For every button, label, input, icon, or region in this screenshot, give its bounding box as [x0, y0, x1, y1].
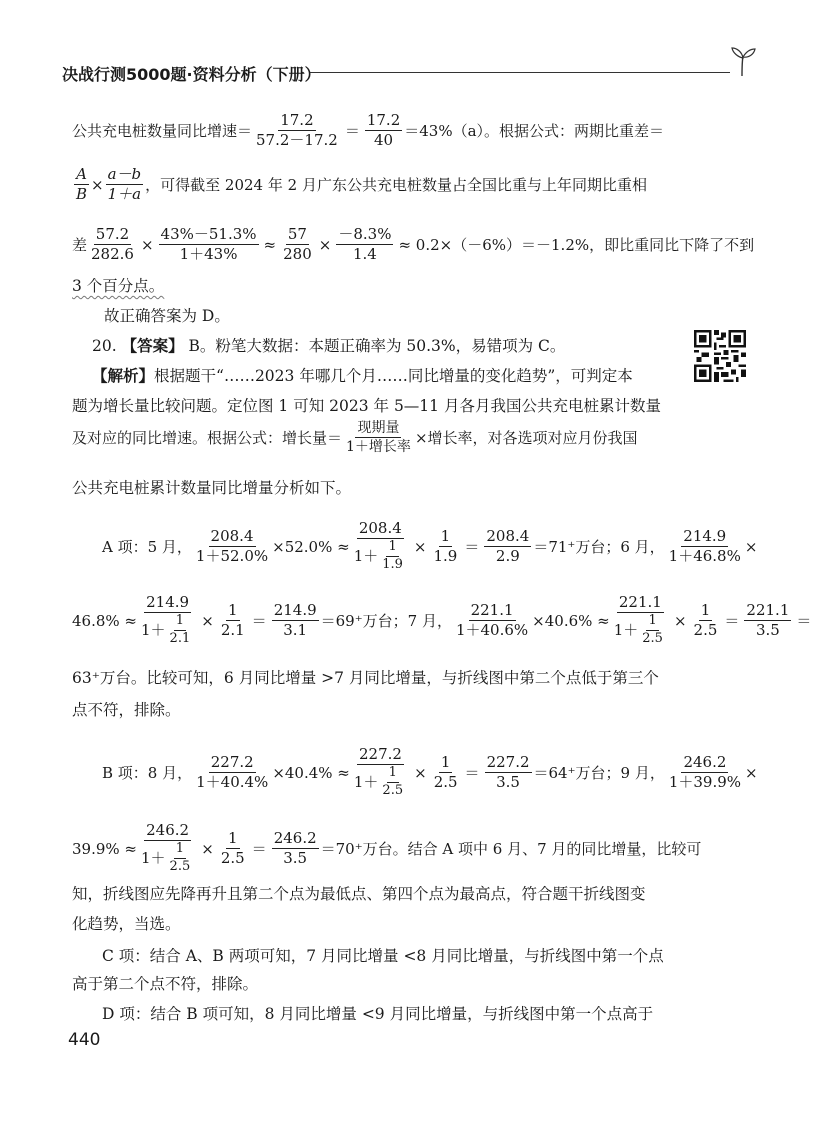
denominator: B — [76, 185, 88, 204]
analysis-label: 【解析】 — [92, 366, 155, 385]
option-a-row-4: 点不符，排除。 — [72, 701, 181, 719]
denominator: 3.5 — [755, 621, 780, 640]
operator: × — [201, 611, 214, 630]
numerator: 1 — [174, 842, 186, 859]
option-c-row-1: C 项：结合 A、B 两项可知，7 月同比增量 <8 月同比增量，与折线图中第一个点 — [102, 947, 664, 965]
operator: ＝ — [464, 538, 480, 557]
analysis-line-2: 题为增长量比较问题。定位图 1 可知 2023 年 5—11 月各月我国公共充电桩累计数量 — [72, 397, 661, 415]
operator: ＝ — [251, 840, 267, 859]
denominator: 2.1 — [220, 621, 245, 640]
fraction — [272, 830, 319, 868]
formula-growth-line — [72, 112, 664, 150]
text: ×40.4% ≈ — [272, 763, 350, 782]
answer-conclusion: 故正确答案为 D。 — [104, 307, 230, 325]
numerator: 17.2 — [365, 112, 402, 131]
text: ×52.0% ≈ — [272, 537, 350, 556]
operator: × — [318, 235, 332, 254]
numerator: 227.2 — [357, 746, 404, 765]
text: B 项：8 月， — [102, 764, 193, 783]
operator: × — [201, 839, 214, 858]
operator: × — [413, 537, 427, 556]
denominator: 2.5 — [220, 849, 245, 868]
operator: × — [414, 763, 427, 782]
numerator: 214.9 — [272, 602, 319, 621]
header-title: 决战行测5000题·资料分析（下册） — [62, 65, 321, 84]
denominator: 1＋40.6% — [455, 621, 529, 640]
fraction — [194, 754, 270, 792]
numerator: 246.2 — [681, 754, 728, 773]
denominator: 2.9 — [495, 547, 520, 566]
denominator: 2.5 — [433, 773, 458, 792]
answer-text: B。粉笔大数据：本题正确率为 50.3%，易错项为 C。 — [188, 337, 566, 355]
numerator: 57.2 — [94, 226, 131, 245]
denominator: 40 — [374, 131, 394, 150]
denominator: 280 — [283, 245, 312, 264]
text: 1＋ — [353, 547, 379, 566]
denominator: 1＋52.0% — [195, 547, 269, 566]
fraction — [168, 614, 193, 647]
denominator: 1.4 — [352, 245, 377, 264]
fraction — [432, 754, 460, 792]
page-number: 440 — [68, 1030, 101, 1050]
denominator — [612, 613, 669, 647]
fraction — [380, 766, 405, 799]
analysis-text: 根据题干“……2023 年哪几个月……同比增量的变化趋势”，可判定本 — [154, 367, 633, 385]
text: ＝69⁺万台；7 月， — [320, 612, 452, 631]
fraction — [744, 602, 791, 640]
denominator: 282.6 — [91, 245, 134, 264]
question-20-answer — [92, 334, 565, 356]
fraction — [667, 528, 743, 566]
fraction — [454, 602, 530, 640]
option-b-row-4: 化趋势，当选。 — [72, 915, 181, 933]
fraction — [272, 602, 319, 640]
text: 39.9% ≈ — [72, 839, 137, 858]
numerator: 246.2 — [144, 822, 191, 841]
denominator — [139, 841, 196, 875]
fraction — [139, 594, 196, 647]
fraction — [254, 112, 340, 150]
question-number: 20. — [92, 337, 117, 355]
numerator: 221.1 — [744, 602, 791, 621]
option-a-row-2 — [72, 594, 814, 647]
fraction — [667, 754, 743, 792]
numerator: 1 — [699, 602, 713, 621]
option-a-row-1 — [102, 520, 757, 573]
numerator: －8.3% — [336, 226, 393, 245]
denominator: 1.9 — [382, 557, 403, 573]
analysis-line-4: 公共充电桩累计数量同比增量分析如下。 — [72, 479, 352, 497]
fraction — [352, 746, 409, 799]
fraction — [159, 226, 259, 264]
fraction — [336, 226, 393, 264]
denominator: 2.1 — [169, 631, 191, 647]
numerator: 214.9 — [144, 594, 191, 613]
fraction — [139, 822, 196, 875]
option-a-row-3: 63⁺万台。比较可知，6 月同比增量 >7 月同比增量，与折线图中第二个点低于第三个 — [72, 669, 659, 687]
qr-code-icon — [694, 330, 746, 382]
denominator: 1.9 — [433, 547, 458, 566]
numerator: 221.1 — [469, 602, 516, 621]
fraction — [281, 226, 314, 264]
numerator: 1 — [386, 540, 398, 557]
denominator: 1＋增长率 — [346, 439, 411, 456]
fraction — [640, 614, 665, 647]
operator: × — [91, 175, 104, 194]
text: 46.8% ≈ — [72, 611, 137, 630]
text: ，可得截至 2024 年 2 月广东公共充电桩数量占全国比重与上年同期比重相 — [145, 176, 647, 195]
option-b-row-2 — [72, 822, 701, 875]
numerator: 43%－51.3% — [159, 226, 259, 245]
operator: ＝ — [724, 612, 740, 631]
fraction — [74, 166, 89, 204]
numerator: 208.4 — [484, 528, 531, 547]
numerator: 227.2 — [209, 754, 256, 773]
sprout-icon — [730, 46, 756, 76]
fraction — [344, 420, 413, 455]
denominator: 57.2－17.2 — [256, 131, 338, 150]
numerator: 208.4 — [357, 520, 404, 539]
denominator: 2.5 — [642, 631, 663, 647]
numerator: 1 — [439, 754, 453, 773]
fraction — [692, 602, 720, 640]
numerator: 227.2 — [485, 754, 532, 773]
operator: ＝ — [796, 612, 812, 631]
denominator — [139, 613, 196, 647]
denominator: 3.5 — [496, 773, 520, 792]
operator: × — [140, 235, 154, 254]
fraction — [432, 528, 460, 566]
text: 公共充电桩数量同比增速＝ — [72, 122, 253, 141]
fraction — [365, 112, 402, 150]
analysis-line-1 — [92, 364, 633, 386]
numerator: 1 — [387, 766, 399, 783]
text: ＝43%（a）。根据公式：两期比重差＝ — [404, 122, 665, 141]
numerator: 214.9 — [681, 528, 728, 547]
numerator: 17.2 — [278, 112, 315, 131]
operator: ＝ — [344, 122, 360, 141]
numerator: 1 — [646, 614, 658, 631]
fraction — [168, 842, 193, 875]
numerator: 现期量 — [355, 420, 401, 438]
header-rule — [310, 72, 730, 73]
fraction — [194, 528, 270, 566]
text: A 项：5 月， — [102, 538, 192, 557]
operator: ＝ — [464, 764, 480, 783]
fraction — [612, 594, 669, 647]
numerator: 1 — [226, 830, 240, 849]
denominator: 1＋40.4% — [196, 773, 269, 792]
text: 及对应的同比增速。根据公式：增长量＝ — [72, 429, 343, 448]
denominator: 2.5 — [693, 621, 718, 640]
text: 1＋ — [141, 621, 166, 640]
numerator: 1 — [226, 602, 240, 621]
option-b-row-3: 知，折线图应先降再升且第二个点为最低点、第四个点为最高点，符合题干折线图变 — [72, 885, 646, 903]
fraction — [380, 540, 405, 573]
text: ＝70⁺万台。结合 A 项中 6 月、7 月的同比增量，比较可 — [320, 840, 702, 859]
numerator: 57 — [286, 226, 309, 245]
denominator: 1＋a — [107, 185, 142, 204]
text: ×40.6% ≈ — [532, 611, 610, 630]
denominator: 1＋43% — [179, 245, 238, 264]
numerator: 1 — [439, 528, 453, 547]
option-b-row-1 — [102, 746, 758, 799]
fraction — [106, 166, 144, 204]
option-d-row-1: D 项：结合 B 项可知，8 月同比增量 <9 月同比增量，与折线图中第一个点高于 — [102, 1005, 654, 1023]
text: 1＋ — [141, 849, 166, 868]
answer-label: 【答案】 — [121, 336, 184, 355]
fraction — [219, 602, 247, 640]
text: ×增长率，对各选项对应月份我国 — [414, 429, 638, 448]
text: 1＋ — [613, 621, 639, 640]
text: 1＋ — [353, 773, 379, 792]
denominator — [352, 765, 409, 799]
denominator: 3.5 — [283, 849, 308, 868]
fraction — [484, 528, 531, 566]
analysis-line-3 — [72, 420, 638, 455]
text: ＝64⁺万台；9 月， — [533, 764, 665, 783]
denominator: 3.1 — [283, 621, 308, 640]
numerator: 221.1 — [617, 594, 664, 613]
option-c-row-2: 高于第二个点不符，排除。 — [72, 975, 259, 993]
formula-difference-line — [72, 226, 757, 264]
fraction — [89, 226, 136, 264]
text: 差 — [72, 236, 88, 255]
numerator: 208.4 — [209, 528, 256, 547]
numerator: A — [74, 166, 89, 185]
operator: ＝ — [251, 612, 267, 631]
operator: × — [673, 611, 687, 630]
numerator: 246.2 — [272, 830, 319, 849]
text: ＝71⁺万台；6 月， — [533, 538, 665, 557]
formula-ratio-line — [72, 166, 647, 204]
numerator: 1 — [174, 614, 186, 631]
text: ≈ 0.2×（－6%）＝－1.2%，即比重同比下降了不到 — [398, 236, 755, 255]
fraction — [219, 830, 247, 868]
denominator: 1＋46.8% — [668, 547, 741, 566]
denominator: 2.5 — [169, 859, 191, 875]
operator: × — [745, 763, 758, 782]
numerator: a－b — [106, 166, 144, 185]
denominator: 1＋39.9% — [668, 773, 742, 792]
running-header — [62, 60, 742, 84]
paragraph-line: 3 个百分点。 — [72, 277, 165, 295]
denominator: 2.5 — [382, 783, 404, 799]
operator: × — [744, 537, 758, 556]
denominator — [352, 539, 409, 573]
fraction — [352, 520, 409, 573]
fraction — [485, 754, 532, 792]
operator: ≈ — [263, 235, 277, 254]
